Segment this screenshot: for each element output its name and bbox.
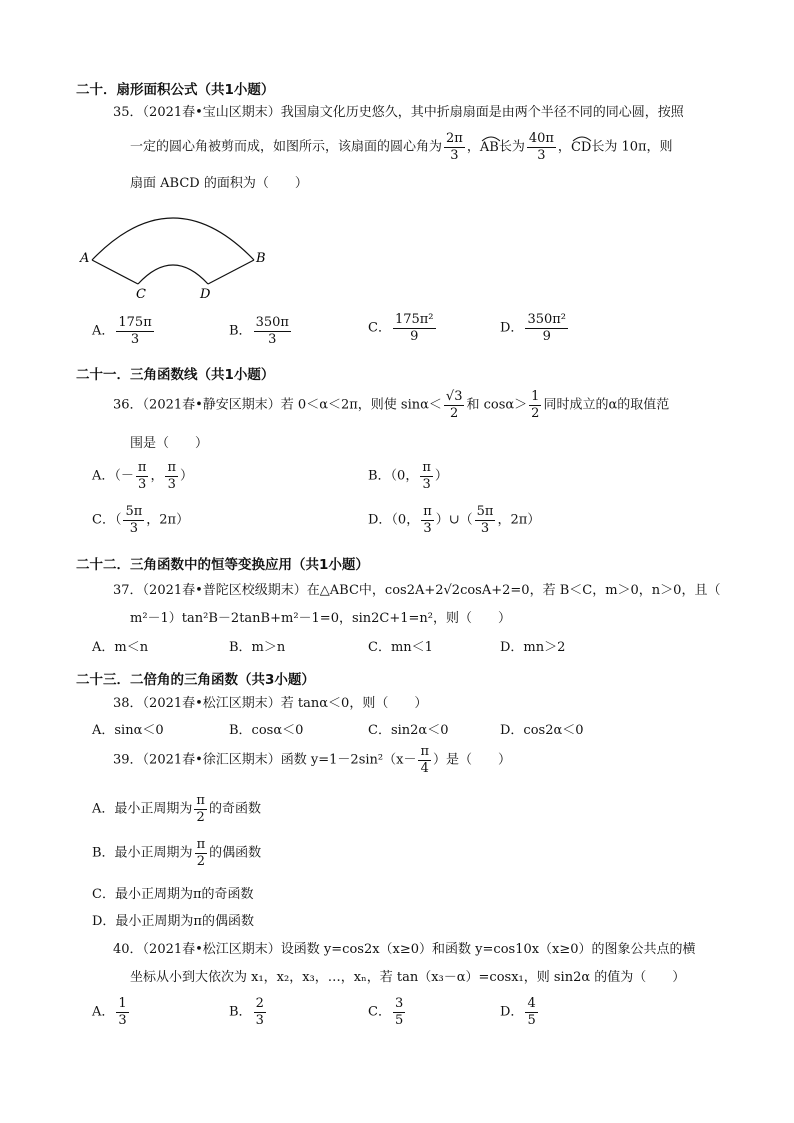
point-d-label: D [200,287,211,302]
q36-option-b[interactable]: B．（0， $\frac{\pi}{3}$ ） [368,460,448,492]
q40-line-2: 坐标从小到大依次为 x₁，x₂，x₃，…，xₙ，若 tan（x₃－α）=cosx₁，则 sin2α 的值为（ ） [130,970,686,985]
q38-option-d[interactable]: D．cos2α＜0 [500,723,584,738]
q35-arc-ab-fraction: $\frac{40\pi}{3}$ [528,131,554,163]
q38-option-a[interactable]: A．sinα＜0 [92,723,164,738]
q38-option-c[interactable]: C．sin2α＜0 [368,723,449,738]
q36-option-a[interactable]: A．（－ $\frac{\pi}{3}$ ， $\frac{\pi}{3}$ ） [92,460,194,492]
q35-option-d[interactable]: D． $\frac{\text{350π²}}{9}$ [500,312,567,344]
q37-option-b[interactable]: B．m＞n [229,640,286,655]
q35-text: 一定的圆心角被剪而成，如图所示，该扇面的圆心角为 [130,139,443,155]
q40-option-d[interactable]: D． $\frac{4}{5}$ [500,996,536,1028]
q37-option-d[interactable]: D．mn＞2 [500,640,566,655]
q35-option-c[interactable]: C． $\frac{\text{175π²}}{9}$ [368,312,434,344]
q40-option-b[interactable]: B． $\frac{2}{3}$ [229,996,264,1028]
q39-option-b[interactable]: B．最小正周期为 $\frac{\pi}{2}$ 的偶函数 [92,837,262,869]
q37-line-2: m²－1）tan²B－2tanB+m²－1=0，sin2C+1=n²，则（ ） [130,611,512,626]
q40-option-a[interactable]: A． $\frac{1}{3}$ [92,996,127,1028]
q35-angle-fraction: $\frac{2\pi}{3}$ [446,131,463,163]
right-edge [208,260,254,284]
point-b-label: B [256,251,266,266]
q39-option-c[interactable]: C．最小正周期为π的奇函数 [92,887,254,902]
q35-arc-cd: CD [571,140,591,155]
q40-line-1: 40．（2021春•松江区期末）设函数 y=cos2x（x≥0）和函数 y=cos10x（x≥0）的图象公共点的横 [113,942,696,957]
q39-pi-over-4: $\frac{\pi}{4}$ [420,744,429,776]
q35-line-1: 35．（2021春•宝山区期末）我国扇文化历史悠久，其中折扇扇面是由两个半径不同的同心圆，按照 [113,105,684,120]
section-heading-22: 二十二．三角函数中的恒等变换应用（共1小题） [76,557,369,573]
q36-line-1: 36．（2021春•静安区期末）若 0＜α＜2π，则使 sinα＜ $\frac{√3}{2}$ 和 cosα＞ $\frac{1}{2}$ 同时成立的α的取值范 [113,389,670,421]
q39-option-d[interactable]: D．最小正周期为π的偶函数 [92,914,254,929]
q35-line-2: 一定的圆心角被剪而成，如图所示，该扇面的圆心角为 $\frac{2\pi}{3}$ ， AB长为 $\frac{40\pi}{3}$ ， CD长为 10π，则 [130,131,673,163]
q35-option-a[interactable]: A． $\frac{175\pi}{3}$ [92,315,152,347]
section-heading-23: 二十三．二倍角的三角函数（共3小题） [76,672,315,688]
q37-line-1: 37．（2021春•普陀区校级期末）在△ABC中，cos2A+2√2cosA+2=0，若 B＜C，m＞0，n＞0，且（ [113,583,721,598]
outer-arc [92,218,254,260]
q40-option-c[interactable]: C． $\frac{3}{5}$ [368,996,404,1028]
section-heading-20: 二十．扇形面积公式（共1小题） [76,82,275,98]
q36-sqrt3-fraction: $\frac{√3}{2}$ [445,389,463,421]
q39-line-1: 39．（2021春•徐汇区期末）函数 y=1－2sin²（x－ $\frac{\pi}{4}$ ）是（ ） [113,744,512,776]
q36-option-d[interactable]: D．（0， $\frac{\pi}{3}$ ）∪（ $\frac{5\pi}{3}$ ，2π） [368,504,541,536]
q36-line-2: 围是（ ） [130,436,209,451]
point-a-label: A [80,251,90,266]
section-heading-21: 二十一．三角函数线（共1小题） [76,367,275,383]
q35-line-3: 扇面 ABCD 的面积为（ ） [130,176,308,191]
q37-option-a[interactable]: A．m＜n [92,640,149,655]
fan-figure [70,196,280,306]
point-c-label: C [136,287,146,302]
inner-arc [138,265,208,284]
q36-half-fraction: $\frac{1}{2}$ [531,389,540,421]
q39-option-a[interactable]: A．最小正周期为 $\frac{\pi}{2}$ 的奇函数 [92,793,261,825]
q35-option-b[interactable]: B． $\frac{350\pi}{3}$ [229,315,289,347]
q38-option-b[interactable]: B．cosα＜0 [229,723,304,738]
q36-option-c[interactable]: C．（ $\frac{5\pi}{3}$ ，2π） [92,504,190,536]
q35-arc-ab: AB [480,140,499,155]
q38-line-1: 38．（2021春•松江区期末）若 tanα＜0，则（ ） [113,696,428,711]
left-edge [92,260,138,284]
q37-option-c[interactable]: C．mn＜1 [368,640,433,655]
